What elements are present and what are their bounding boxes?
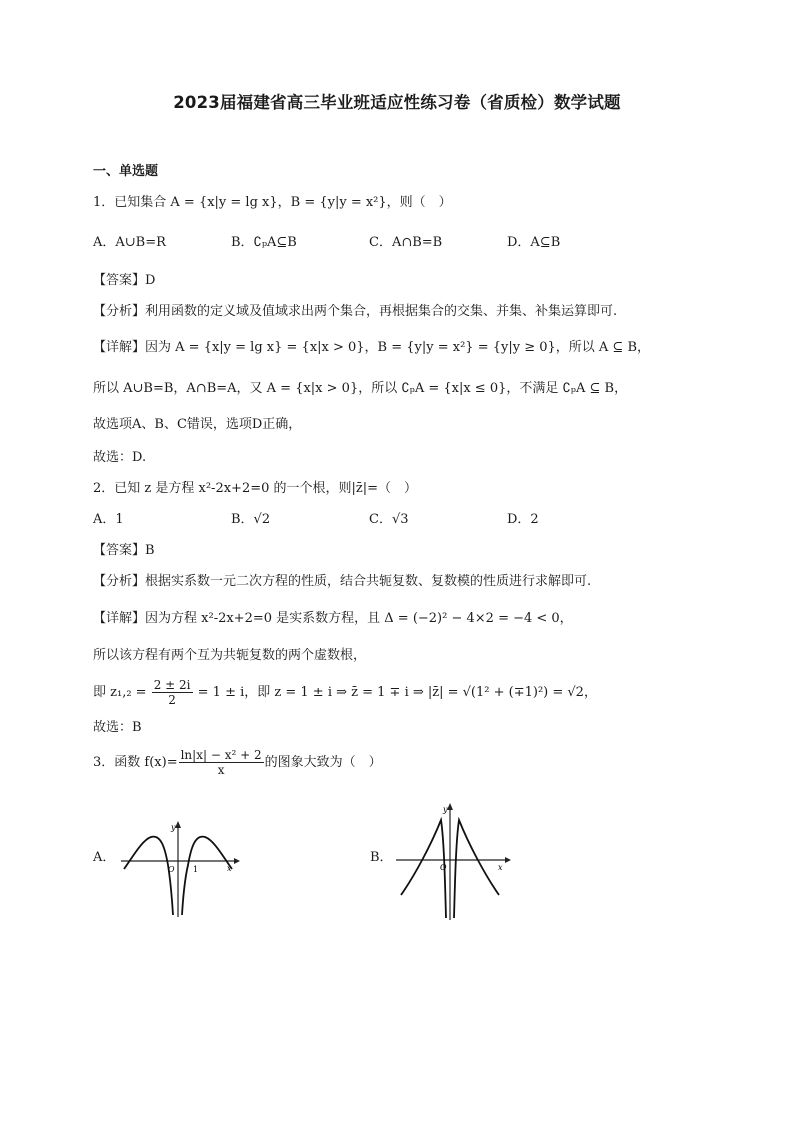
q2-detail-text: 因为方程 x²-2x+2=0 是实系数方程，且 Δ = (−2)² − 4×2 = −4 < 0， — [145, 611, 573, 626]
section-heading: 一、单选题 — [93, 164, 159, 179]
answer-tag: 【答案】 — [93, 543, 146, 558]
answer-tag: 【答案】 — [93, 273, 146, 288]
graph-a-x-label: x — [227, 864, 232, 873]
q2-detail-line3 — [93, 678, 597, 708]
q2-fraction — [152, 678, 193, 707]
graph-a-left-branch — [124, 837, 173, 915]
q3-fraction — [179, 748, 264, 777]
graph-b-origin-label: O — [440, 863, 447, 872]
q1-option-d[interactable]: D．A⊆B — [507, 235, 561, 250]
q2-option-a[interactable]: A．1 — [93, 512, 124, 527]
q1-analysis-text: 利用函数的定义域及值域求出两个集合，再根据集合的交集、并集、补集运算即可. — [145, 304, 618, 319]
q2-stem: 2．已知 z 是方程 x²-2x+2=0 的一个根，则|z̄|=（ ） — [93, 481, 418, 496]
fraction-numerator: 2 ± 2i — [153, 678, 191, 692]
graph-a-one-label: 1 — [193, 865, 199, 874]
graph-a-origin-label: O — [168, 865, 175, 874]
fraction-denominator: x — [217, 763, 225, 777]
graph-a-right-branch — [182, 837, 232, 915]
q2-analysis-text: 根据实系数一元二次方程的性质，结合共轭复数、复数模的性质进行求解即可. — [145, 574, 592, 589]
q3-stem-suffix: 的图象大致为（ ） — [264, 755, 382, 770]
q2-line3-prefix: 即 z₁,₂ = — [93, 685, 147, 700]
detail-tag: 【详解】 — [93, 340, 146, 355]
graph-b — [393, 800, 515, 924]
fraction-denominator: 2 — [168, 693, 176, 707]
q1-options — [93, 234, 645, 252]
q1-option-c[interactable]: C．A∩B=B — [369, 235, 443, 250]
graph-b-y-label: y — [443, 805, 448, 814]
analysis-tag: 【分析】 — [93, 574, 146, 589]
q3-stem — [93, 748, 382, 778]
q1-detail — [93, 339, 650, 357]
graph-a-y-arrow — [175, 821, 181, 828]
graph-b-x-label: x — [498, 863, 503, 872]
q1-answer — [93, 272, 155, 290]
graph-a-x-arrow — [234, 858, 240, 864]
q2-option-d[interactable]: D．2 — [507, 512, 539, 527]
graph-b-x-arrow — [505, 857, 511, 863]
q2-detail-line2: 所以该方程有两个互为共轭复数的两个虚数根， — [93, 648, 367, 663]
q3-stem-prefix: 3．函数 f(x)= — [93, 755, 178, 770]
graph-a-y-label: y — [171, 823, 176, 832]
q1-option-a[interactable]: A．A∪B=R — [93, 235, 166, 250]
q1-analysis — [93, 303, 617, 321]
graph-a — [118, 820, 243, 920]
detail-tag: 【详解】 — [93, 611, 146, 626]
analysis-tag: 【分析】 — [93, 304, 146, 319]
q2-options — [93, 511, 645, 529]
q3-option-b-label[interactable]: B． — [370, 850, 393, 865]
page-title: 2023届福建省高三毕业班适应性练习卷（省质检）数学试题 — [173, 93, 621, 112]
graph-b-y-arrow — [447, 803, 453, 810]
q2-detail-line4: 故选：B — [93, 720, 142, 735]
q2-option-b[interactable]: B．√2 — [231, 512, 271, 527]
q1-detail-text: 因为 A = {x|y = lg x} = {x|x > 0}，B = {y|y = x²} = {y|y ≥ 0}，所以 A ⊆ B， — [145, 340, 651, 355]
q1-detail-line3: 故选项A、B、C错误，选项D正确， — [93, 417, 302, 432]
q1-option-b[interactable]: B．∁ₚA⊆B — [231, 235, 297, 250]
q1-detail-line4: 故选：D. — [93, 450, 147, 465]
q2-line3-suffix: = 1 ± i，即 z = 1 ± i ⇒ z̄ = 1 ∓ i ⇒ |z̄| = √(1² + (∓1)²) = √2， — [197, 685, 597, 700]
graph-b-right-branch — [454, 820, 499, 918]
q2-option-c[interactable]: C．√3 — [369, 512, 409, 527]
q1-answer-value: D — [145, 273, 156, 288]
q2-detail — [93, 610, 573, 628]
q2-answer-value: B — [145, 543, 155, 558]
q3-option-a-label[interactable]: A． — [93, 850, 116, 865]
q1-detail-line2: 所以 A∪B=B，A∩B=A，又 A = {x|x > 0}，所以 ∁ₚA = {x|x ≤ 0}，不满足 ∁ₚA ⊆ B， — [93, 381, 628, 396]
q1-stem: 1．已知集合 A = {x|y = lg x}，B = {y|y = x²}，则（ ） — [93, 195, 452, 210]
q2-analysis — [93, 573, 591, 591]
fraction-numerator: ln|x| − x² + 2 — [180, 748, 262, 762]
q2-answer — [93, 542, 155, 560]
